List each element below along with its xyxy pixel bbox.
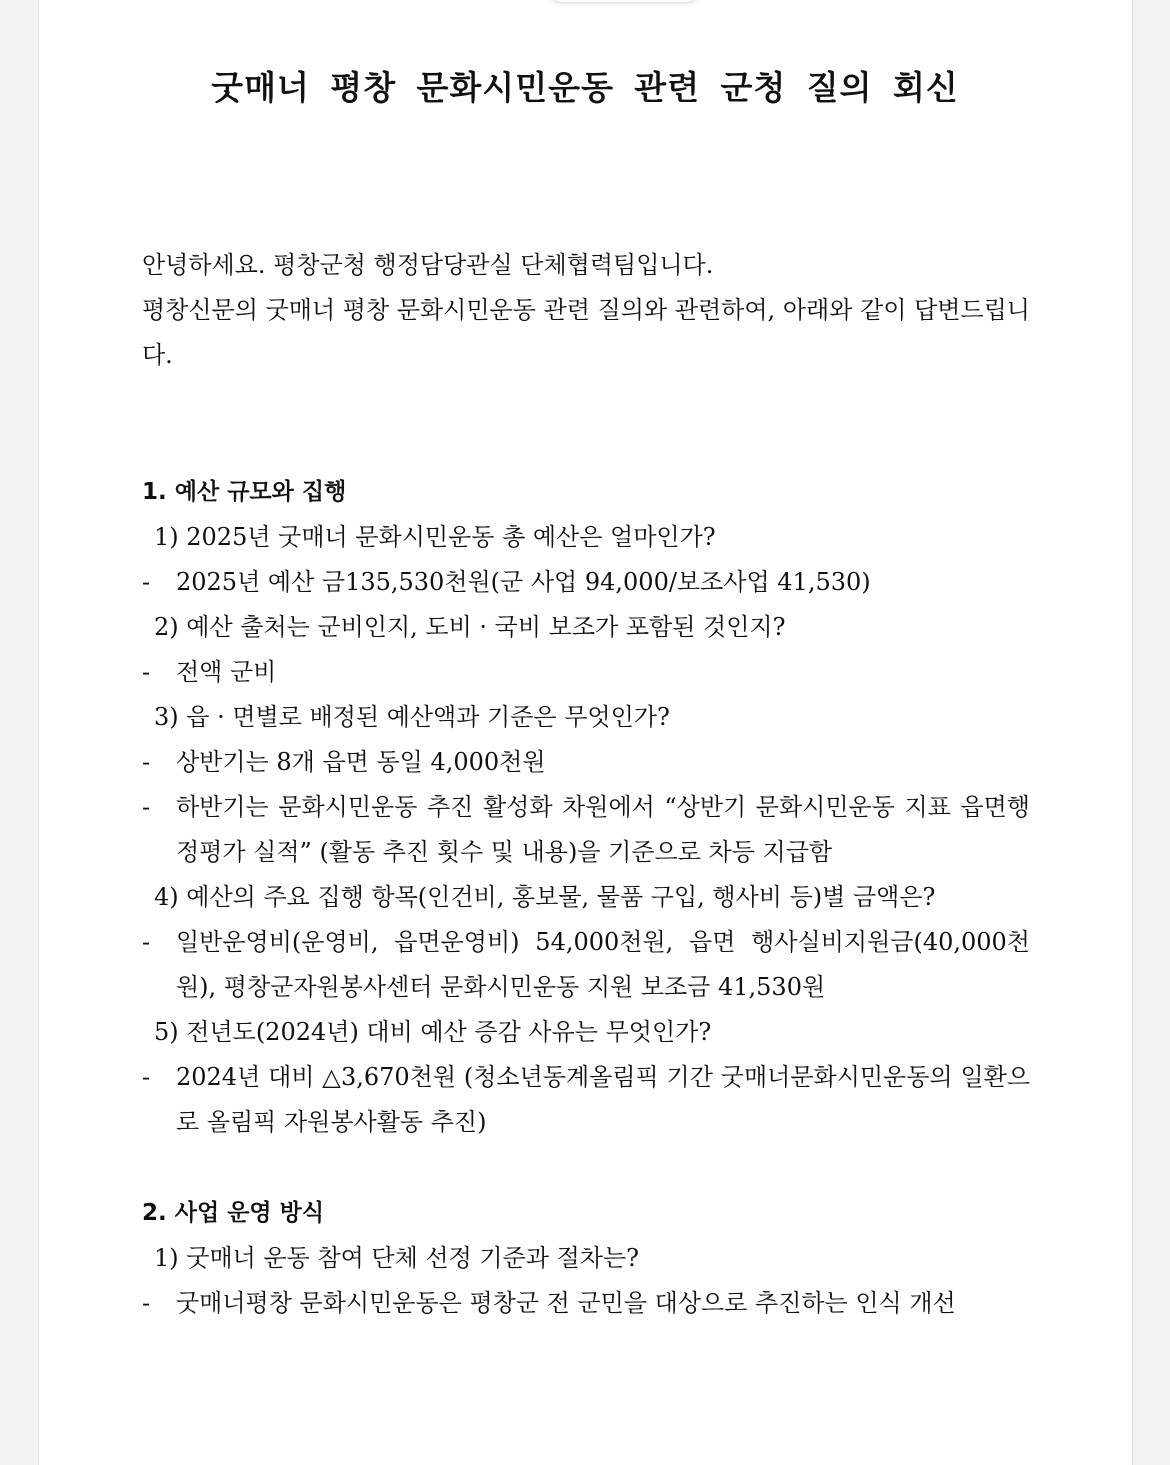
answer-item bbox=[142, 1055, 1030, 1145]
greeting-text: 안녕하세요. 평창군청 행정담당관실 단체협력팀입니다. bbox=[142, 251, 714, 279]
answer-item bbox=[142, 920, 1030, 1010]
section-heading-budget: 1. 예산 규모와 집행 bbox=[142, 479, 347, 505]
question-item: 3) 읍 · 면별로 배정된 예산액과 기준은 무엇인가? bbox=[154, 703, 670, 731]
answer-text: 2024년 대비 △3,670천원 (청소년동계올림픽 기간 굿매너문화시민운동의 일환으로 올림픽 자원봉사활동 추진) bbox=[176, 1063, 1030, 1136]
question-item: 2) 예산 출처는 군비인지, 도비 · 국비 보조가 포함된 것인지? bbox=[154, 613, 786, 641]
intro-text: 평창신문의 굿매너 평창 문화시민운동 관련 질의와 관련하여, 아래와 같이 답변드립니다. bbox=[142, 296, 1030, 369]
bullet-dash: - bbox=[142, 658, 151, 686]
document-title: 굿매너 평창 문화시민운동 관련 군청 질의 회신 bbox=[211, 68, 959, 107]
bullet-dash: - bbox=[142, 568, 151, 596]
answer-text: 하반기는 문화시민운동 추진 활성화 차원에서 “상반기 문화시민운동 지표 읍면행정평가 실적” (활동 추진 횟수 및 내용)을 기준으로 차등 지급함 bbox=[176, 793, 1030, 866]
bullet-dash: - bbox=[142, 793, 151, 821]
answer-item bbox=[142, 740, 1030, 785]
answer-item bbox=[142, 560, 1030, 605]
question-item: 4) 예산의 주요 집행 항목(인건비, 홍보물, 물품 구입, 행사비 등)별 금액은? bbox=[154, 883, 936, 911]
answer-text: 전액 군비 bbox=[176, 658, 277, 686]
answer-text: 일반운영비(운영비, 읍면운영비) 54,000천원, 읍면 행사실비지원금(40,000천원), 평창군자원봉사센터 문화시민운동 지원 보조금 41,530원 bbox=[176, 928, 1030, 1001]
answer-text: 상반기는 8개 읍면 동일 4,000천원 bbox=[176, 748, 546, 776]
question-item: 1) 2025년 굿매너 문화시민운동 총 예산은 얼마인가? bbox=[154, 523, 716, 551]
question-item: 1) 굿매너 운동 참여 단체 선정 기준과 절차는? bbox=[154, 1244, 640, 1272]
document-body bbox=[142, 243, 1030, 1326]
section-heading-operation: 2. 사업 운영 방식 bbox=[142, 1200, 325, 1226]
answer-item bbox=[142, 1281, 1030, 1326]
bullet-dash: - bbox=[142, 1063, 151, 1091]
answer-text: 굿매너평창 문화시민운동은 평창군 전 군민을 대상으로 추진하는 인식 개선 bbox=[176, 1289, 956, 1317]
question-item: 5) 전년도(2024년) 대비 예산 증감 사유는 무엇인가? bbox=[154, 1018, 712, 1046]
bullet-dash: - bbox=[142, 928, 151, 956]
answer-item bbox=[142, 785, 1030, 875]
bullet-dash: - bbox=[142, 748, 151, 776]
answer-item bbox=[142, 650, 1030, 695]
bullet-dash: - bbox=[142, 1289, 151, 1317]
answer-text: 2025년 예산 금135,530천원(군 사업 94,000/보조사업 41,530) bbox=[176, 568, 871, 596]
page-handle bbox=[544, 0, 704, 2]
